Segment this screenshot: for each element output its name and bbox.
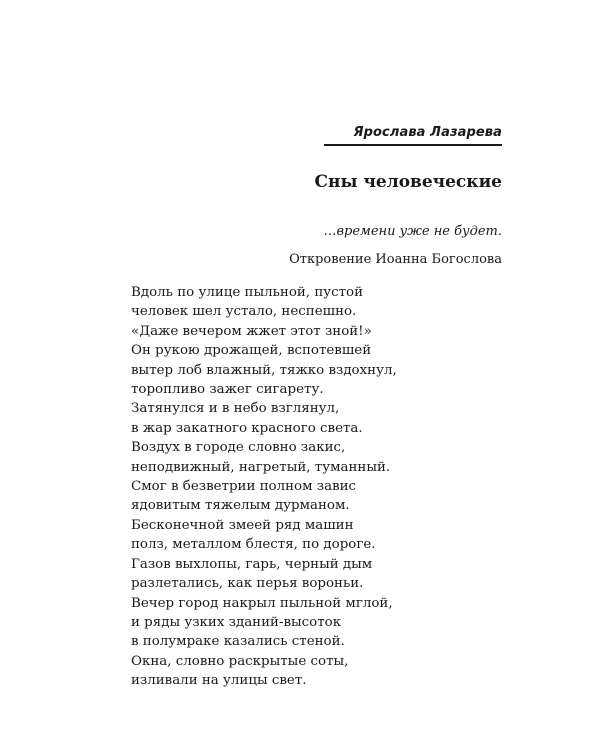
poem-line: человек шел устало, неспешно. [131, 304, 357, 320]
author-underline [324, 144, 502, 146]
poem-line: и ряды узких зданий-высоток [131, 614, 342, 630]
epigraph [289, 222, 502, 270]
poem-line: Он рукою дрожащей, вспотевшей [131, 343, 372, 359]
poem-line: изливали на улицы свет. [131, 673, 307, 689]
poem-line: торопливо зажег сигарету. [131, 382, 324, 398]
poem-line: в полумраке казались стеной. [131, 634, 345, 650]
poem-line: Газов выхлопы, гарь, черный дым [131, 556, 373, 572]
poem-line: Смог в безветрии полном завис [131, 479, 357, 495]
poem-body [131, 283, 397, 691]
poem-line: Вечер город накрыл пыльной мглой, [131, 595, 393, 611]
author-header [332, 124, 502, 146]
author-name: Ярослава Лазарева [353, 125, 502, 140]
poem-line: «Даже вечером жжет этот зной!» [131, 323, 372, 339]
poem-line: ядовитым тяжелым дурманом. [131, 498, 350, 514]
poem-line: Воздух в городе словно закис, [131, 440, 346, 456]
poem-line: Окна, словно раскрытые соты, [131, 653, 349, 669]
poem-line: полз, металлом блестя, по дороге. [131, 537, 376, 553]
poem-line: Вдоль по улице пыльной, пустой [131, 285, 364, 300]
poem-line: в жар закатного красного света. [131, 420, 363, 436]
poem-line: Бесконечной змеей ряд машин [131, 517, 354, 533]
poem-line: вытер лоб влажный, тяжко вздохнул, [131, 362, 397, 378]
epigraph-source: Откровение Иоанна Богослова [289, 252, 502, 267]
poem-line: разлетались, как перья вороньи. [131, 576, 364, 592]
poem-line: Затянулся и в небо взглянул, [131, 401, 340, 417]
poem-line: неподвижный, нагретый, туманный. [131, 459, 391, 475]
epigraph-text: …времени уже не будет. [323, 224, 502, 239]
poem-title: Сны человеческие [314, 172, 502, 192]
